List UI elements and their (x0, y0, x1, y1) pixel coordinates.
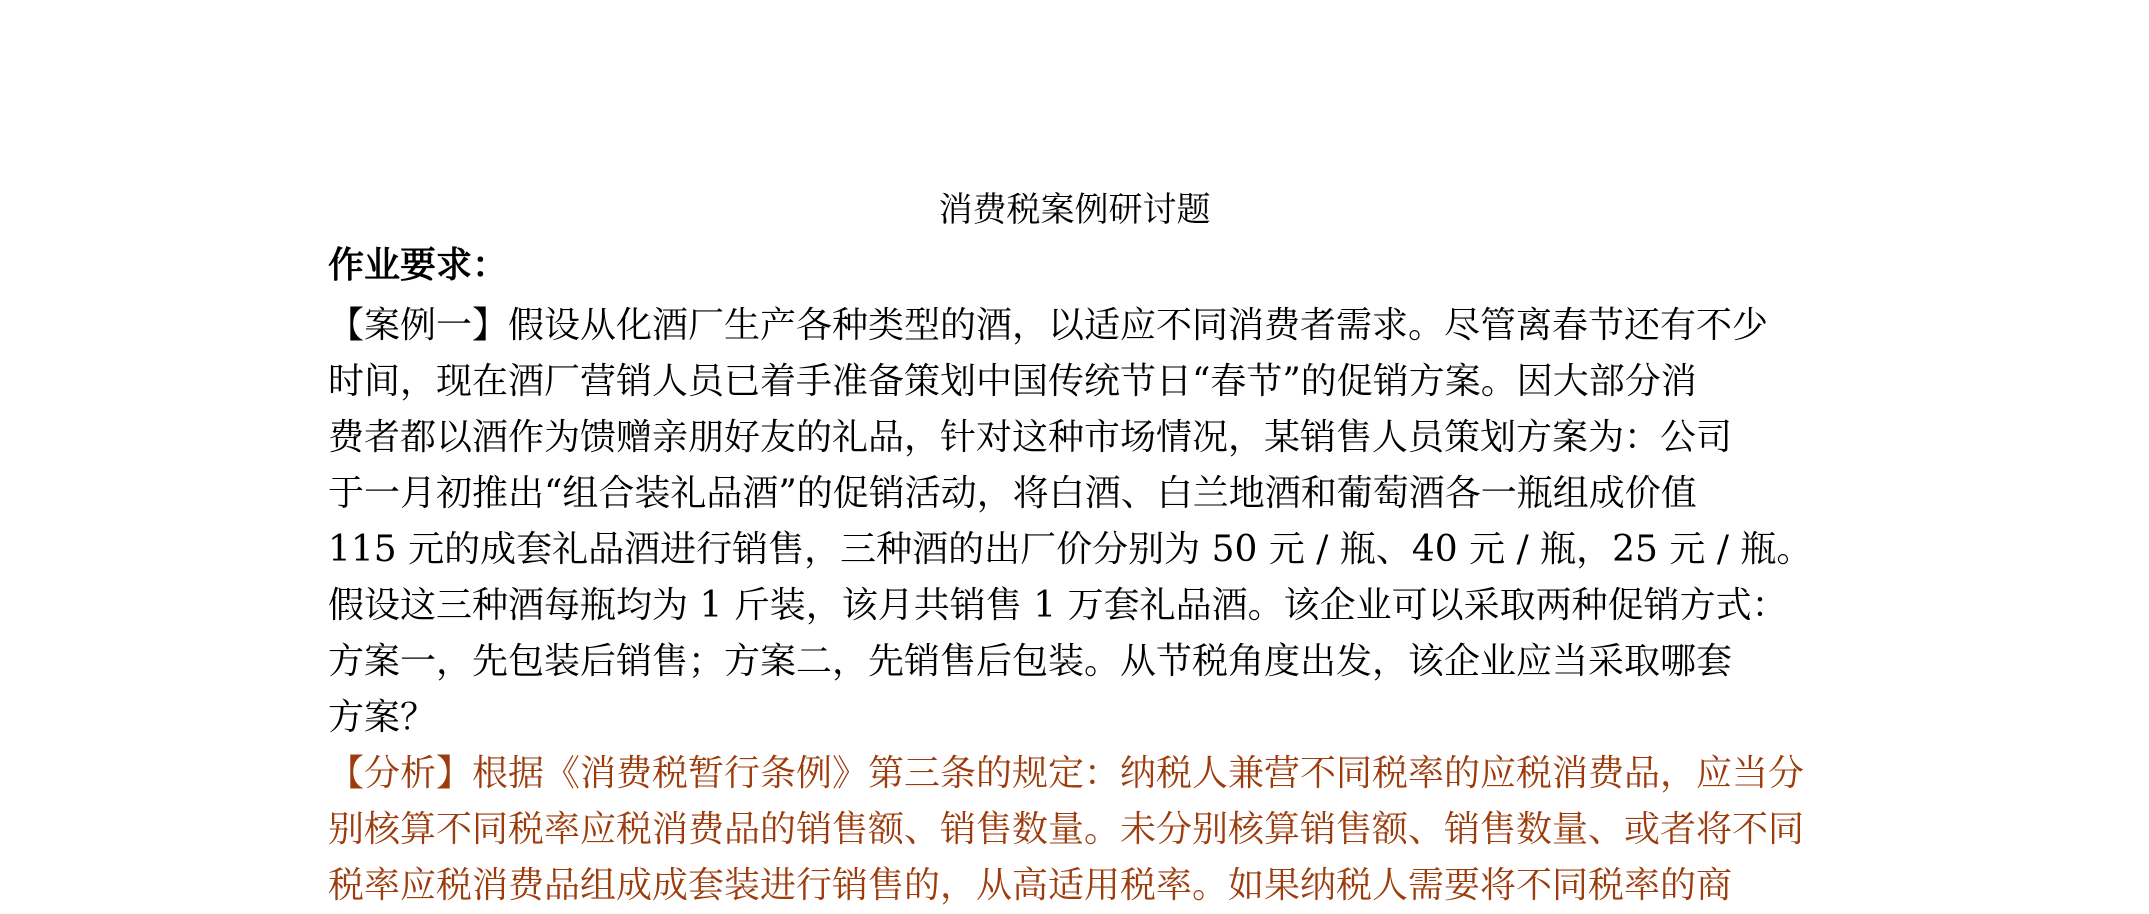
analysis-line-1: 【分析】根据《消费税暂行条例》第三条的规定：纳税人兼营不同税率的应税消费品，应当分 (328, 753, 1805, 794)
case1-line-8: 方案？ (328, 697, 437, 738)
assignment-heading: 作业要求： (328, 245, 509, 286)
case1-line-5: 115 元的成套礼品酒进行销售，三种酒的出厂价分别为 50 元 / 瓶、40 元 / 瓶，25 元 / 瓶。 (328, 529, 1813, 570)
case1-line-7: 方案一，先包装后销售；方案二，先销售后包装。从节税角度出发，该企业应当采取哪套 (328, 641, 1733, 682)
case1-line-1: 【案例一】假设从化酒厂生产各种类型的酒，以适应不同消费者需求。尽管离春节还有不少 (328, 305, 1769, 346)
case1-line-4: 于一月初推出“组合装礼品酒”的促销活动，将白酒、白兰地酒和葡萄酒各一瓶组成价值 (328, 473, 1697, 514)
document-title: 消费税案例研讨题 (938, 190, 1211, 230)
case1-line-6: 假设这三种酒每瓶均为 1 斤装，该月共销售 1 万套礼品酒。该企业可以采取两种促销方式： (328, 585, 1788, 626)
case1-line-2: 时间，现在酒厂营销人员已着手准备策划中国传统节日“春节”的促销方案。因大部分消 (328, 361, 1697, 402)
analysis-line-3: 税率应税消费品组成成套装进行销售的，从高适用税率。如果纳税人需要将不同税率的商 (328, 865, 1733, 906)
case1-line-3: 费者都以酒作为馈赠亲朋好友的礼品，针对这种市场情况，某销售人员策划方案为：公司 (328, 417, 1733, 458)
analysis-line-2: 别核算不同税率应税消费品的销售额、销售数量。未分别核算销售额、销售数量、或者将不同 (328, 809, 1805, 850)
